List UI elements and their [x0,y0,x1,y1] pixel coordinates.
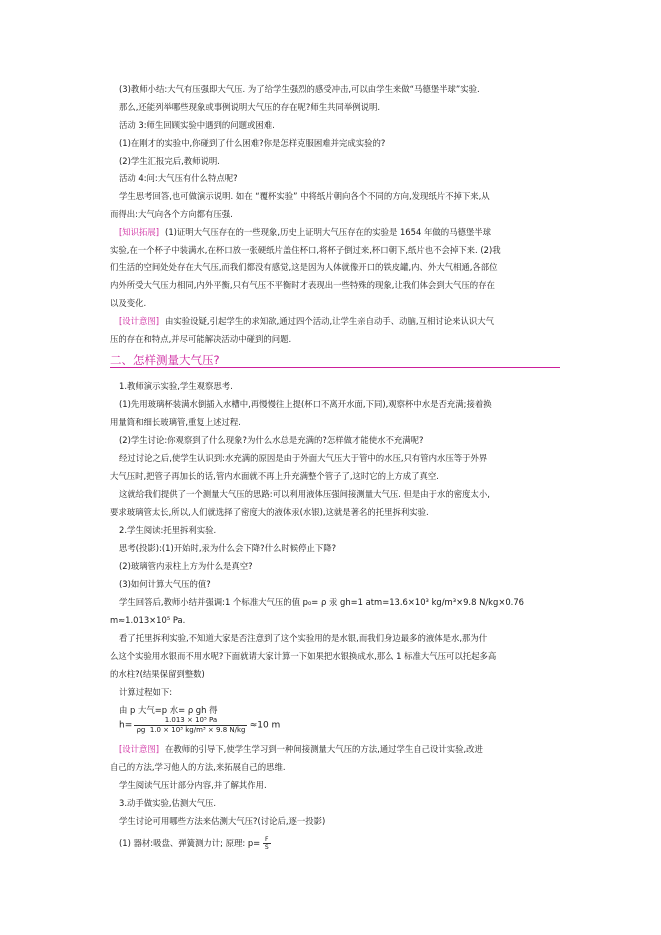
paragraph-line: 自己的方法,学习他人的方法,来拓展自己的思维. [110,762,286,772]
paragraph-line: 2.学生阅读:托里拆利实验. [119,525,217,535]
formula-numerator: 1.013 × 10⁵ Pa [134,716,247,726]
formula-block [119,716,280,735]
paragraph-line: 的水柱?(结果保留到整数) [110,669,205,679]
heading-divider [110,367,560,368]
formula-fraction [134,716,247,735]
paragraph-line: (2)学生讨论:你观察到了什么现象?为什么水总是充满的?怎样做才能使水不充满呢? [119,435,424,445]
paragraph-line: 计算过程如下: [119,687,173,697]
paragraph-line: 大气压时,把管子再加长的话,管内水面就不再上升充满整个管子了,这时它的上方成了真空. [110,471,439,481]
paragraph-line: 而得出:大气向各个方向都有压强. [110,209,233,219]
paragraph-line: 们生活的空间处处存在大气压,而我们都没有感觉,这是因为人体就像开口的铁皮罐,内、外大气相通,各部位 [110,262,498,272]
pressure-numerator: F [263,836,271,844]
paragraph-line: 思考(投影):(1)开始时,汞为什么会下降?什么时候停止下降? [119,543,337,553]
paragraph-line: (3)如何计算大气压的值? [119,579,211,589]
knowledge-extension-tag: [知识拓展] [119,227,160,237]
paragraph-line: 那么,还能列举哪些现象或事例说明大气压的存在呢?师生共同举例说明. [119,102,381,112]
method-line: (1) 器材:吸盘、弹簧测力计; 原理: p= [119,838,261,848]
formula-rhog: ρg [136,726,146,734]
paragraph-line: m≈1.013×10⁵ Pa. [110,615,186,625]
formula-h: h= [119,720,133,731]
section-heading: 二、怎样测量大气压? [110,353,220,367]
design-intent-text: 在教师的引导下,使学生学习到一种间接测量大气压的方法,通过学生自己设计实验,改进 [165,744,483,754]
paragraph-line: (1)先用玻璃杯装满水倒插入水槽中,再慢慢往上提(杯口不离开水面,下同),观察杯中水是否充满;接着换 [119,399,492,409]
paragraph-line: 3.动手做实验,估测大气压. [119,798,217,808]
pressure-denominator: S [264,844,269,851]
paragraph-line [119,836,563,851]
paragraph-line: 1.教师演示实验,学生观察思考. [119,381,233,391]
formula-denominator [134,726,247,735]
paragraph-line: (2)学生汇报完后,教师说明. [119,156,220,166]
paragraph-line: 实验,在一个杯子中装满水,在杯口放一张硬纸片盖住杯口,将杯子倒过来,杯口朝下,纸片也不会掉下来. (2)我 [110,245,501,255]
paragraph-line: (1)在刚才的实验中,你碰到了什么困难?你是怎样克服困难并完成实验的? [119,138,386,148]
paragraph-line: 看了托里拆利实验,不知道大家是否注意到了这个实验用的是水银,而我们身边最多的液体是水,那为什 [119,633,488,643]
paragraph-line: (3)教师小结:大气有压强即大气压. 为了给学生强烈的感受冲击,可以由学生来做“马德堡半球”实验. [119,84,480,94]
design-intent-tag: [设计意图] [119,316,160,326]
knowledge-extension-line [119,226,563,239]
paragraph-line: 由 p 大气=p 水= ρ gh 得 [119,705,218,715]
paragraph-line: 内外所受大气压力相同,内外平衡,只有气压不平衡时才表现出一些特殊的现象,让我们体会到大气压的存在 [110,280,495,290]
design-intent-line [119,315,563,328]
paragraph-line: 这就给我们提供了一个测量大气压的思路:可以利用液体压强间接测量大气压. 但是由于水的密度太小, [119,489,490,499]
paragraph-line: 么这个实验用水银而不用水呢?下面就请大家计算一下如果把水银换成水,那么 1 标准大气压可以托起多高 [110,651,497,661]
formula-result: ≈10 m [249,720,281,731]
paragraph-line: 压的存在和特点,并尽可能解决活动中碰到的问题. [110,334,292,344]
design-intent-line [119,743,563,756]
paragraph-line: 经过讨论之后,使学生认识到:水充满的原因是由于外面大气压大于管中的水压,只有管内水压等于外界 [119,453,488,463]
paragraph-line: 活动 4:问:大气压有什么特点呢? [119,173,238,183]
paragraph-line: 活动 3:师生回顾实验中遇到的问题或困难. [119,120,275,130]
design-intent-tag: [设计意图] [119,744,160,754]
paragraph-line: 用量筒和细长玻璃管,重复上述过程. [110,417,241,427]
formula-denominator-value: 1.0 × 10³ kg/m³ × 9.8 N/kg [149,726,246,734]
paragraph-line: 学生阅读气压计部分内容,并了解其作用. [119,780,267,790]
pressure-fraction [263,836,271,851]
knowledge-extension-text: (1)证明大气压存在的一些现象,历史上证明大气压存在的实验是 1654 年做的马德堡半球 [165,227,491,237]
paragraph-line: 学生讨论可用哪些方法来估测大气压?(讨论后,逐一投影) [119,816,326,826]
paragraph-line: 学生回答后,教师小结并强调:1 个标准大气压的值 p₀= ρ 汞 gh=1 atm=13.6×10³ kg/m³×9.8 N/kg×0.76 [119,597,524,607]
paragraph-line: 学生思考回答,也可做演示说明. 如在 “覆杯实验” 中将纸片朝向各个不同的方向,发现纸片不掉下来,从 [119,191,490,201]
paragraph-line: (2)玻璃管内汞柱上方为什么是真空? [119,561,253,571]
paragraph-line: 要求玻璃管太长,所以,人们就选择了密度大的液体汞(水银),这就是著名的托里拆利实验. [110,507,429,517]
design-intent-text: 由实验设疑,引起学生的求知欲,通过四个活动,让学生亲自动手、动脑,互相讨论来认识大气 [165,316,494,326]
paragraph-line: 以及变化. [110,298,147,308]
